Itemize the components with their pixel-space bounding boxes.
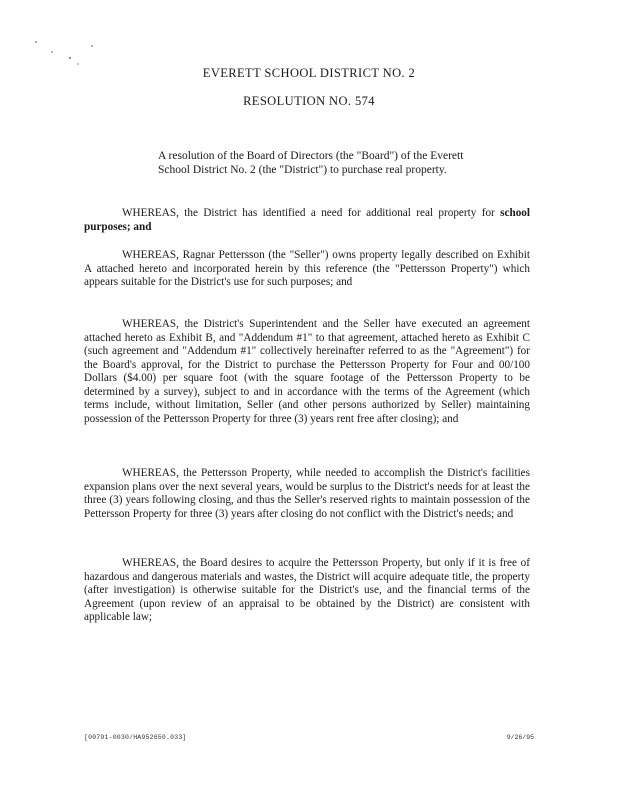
whereas-paragraph-2: WHEREAS, Ragnar Pettersson (the "Seller") owns property legally described on Exhibit A attached hereto and incorporated herein by this reference (the "Pettersson Property") which appears suitable for the District's use for such purposes; and (84, 249, 530, 288)
resolution-number: RESOLUTION NO. 574 (243, 94, 375, 108)
whereas-paragraph-4: WHEREAS, the Pettersson Property, while needed to accomplish the District's facilities expansion plans over the next several years, would be surplus to the District's needs for at least the three (3) years following closing, and thus the Seller's reserved rights to maintain possession of the Pettersson Property for three (3) years after closing do not conflict with the District's needs; and (84, 467, 530, 520)
district-title: EVERETT SCHOOL DISTRICT NO. 2 (202, 66, 416, 80)
whereas-paragraph-5: WHEREAS, the Board desires to acquire the Pettersson Property, but only if it is free of hazardous and dangerous materials and wastes, the District will acquire adequate title, the property (after investigation) is otherwise suitable for the District's use, and the financial terms of the Agreement (upon review of an appraisal to be obtained by the District) are consistent with applicable law; (84, 557, 530, 623)
document-date: 9/26/95 (506, 734, 534, 741)
document-id: [00791-0030/HA952650.033] (84, 734, 187, 741)
whereas-paragraph-1 (84, 207, 530, 234)
resolution-preamble: A resolution of the Board of Directors (the "Board") of the Everett School District No. 2 (the "District") to purchase real property. (158, 150, 464, 176)
whereas-paragraph-1-tail: school purposes; and (84, 207, 531, 233)
scan-specks (30, 38, 110, 68)
whereas-paragraph-1-lead: WHEREAS, the District has identified a need for additional real property for (122, 207, 495, 219)
whereas-paragraph-3: WHEREAS, the District's Superintendent and the Seller have executed an agreement attached hereto as Exhibit B, and "Addendum #1" to that agreement, attached hereto as Exhibit C (such agreement and "Addendum #1" collectively hereinafter referred to as the "Agreement") for the Board's approval, for the District to purchase the Pettersson Property for Four and 00/100 Dollars ($4.00) per square foot (with the square footage of the Pettersson Property to be determined by a survey), subject to and in accordance with the terms of the Agreement (which terms include, without limitation, Seller (and other persons authorized by Seller) maintaining possession of the Pettersson Property for three (3) years rent free after closing); and (84, 318, 530, 425)
